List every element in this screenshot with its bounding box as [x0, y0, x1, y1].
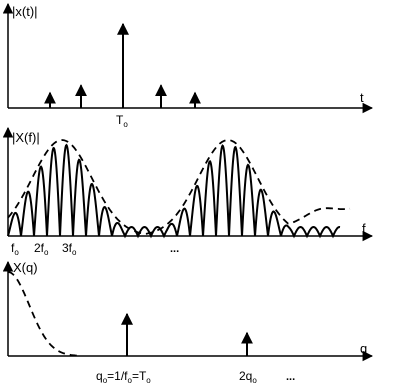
middle-x-label: f: [362, 221, 366, 236]
panel-bottom: [8, 260, 372, 384]
bottom-tick-q0: $q_o=1/f_o=T_o$: [96, 369, 151, 384]
bottom-y-label: X(q): [13, 260, 38, 275]
bottom-x-label: q: [360, 341, 368, 356]
bottom-decay-curve: [8, 272, 77, 356]
middle-tick-3f0: $3f_o$: [62, 241, 77, 257]
top-tick-label: $T_o$: [116, 113, 128, 129]
middle-ellipsis: ...: [170, 243, 180, 255]
middle-tick-2f0: $2f_o$: [34, 241, 49, 257]
panel-top: [8, 4, 372, 129]
bottom-pulses: [127, 314, 247, 356]
middle-y-label: |X(f)|: [12, 130, 40, 145]
panel-middle: [8, 128, 372, 257]
top-pulses: [50, 24, 195, 108]
top-x-label: t: [360, 90, 364, 105]
top-y-label: |x(t)|: [12, 4, 38, 19]
bottom-tick-2q0: $2q_o$: [239, 369, 257, 384]
middle-tick-f0: $f_o$: [11, 241, 19, 257]
spectrum-curve: [8, 145, 340, 236]
bottom-ellipsis: ...: [286, 371, 296, 383]
